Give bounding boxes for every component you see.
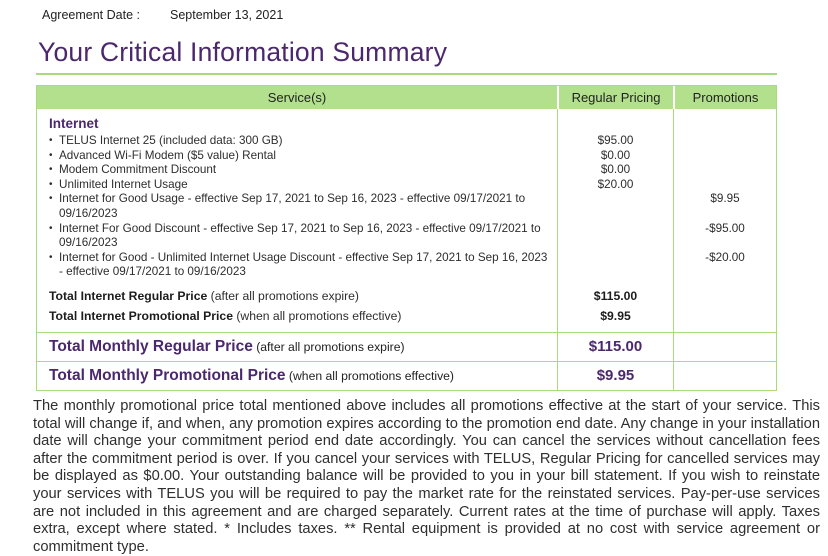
subtotal-row-regular: [37, 286, 776, 307]
spacer-row: [37, 327, 776, 332]
regular-price: [557, 251, 673, 280]
subtotal-note: (after all promotions expire): [207, 288, 359, 303]
subtotal-note: (when all promotions effective): [232, 309, 402, 324]
bullet-icon: •: [49, 251, 53, 263]
bullet-icon: •: [49, 222, 53, 234]
service-item-label: Unlimited Internet Usage: [59, 177, 188, 191]
title-underline: [36, 73, 777, 75]
table-header-row: [37, 86, 776, 109]
fine-print-paragraph: The monthly promotional price total mentioned above includes all promotions effective at the start of your service. This total will change if, and when, any promotion expires according to the promotion end date. Any change in your installation date will change your commitment period end date accordingly. You can cancel the services without cancellation fees after the commitment period is over. If you cancel your services with TELUS, Regular Pricing for cancelled services may be displayed as $0.00. Your outstanding balance will be provided to you in your bill statement. If you wish to reinstate your services with TELUS you will be required to pay the market rate for the reinstated services. Pay-per-use services are not included in this agreement and are charged separately. Current rates at the time of purchase will apply. Taxes extra, except where stated. * Includes taxes. ** Rental equipment is provided at no cost with service agreement or commitment type.: [33, 397, 820, 555]
section-title-internet: Internet: [49, 116, 99, 131]
agreement-date-line: [42, 8, 828, 22]
agreement-date-label: Agreement Date :: [42, 8, 140, 22]
regular-price: [557, 222, 673, 251]
bullet-icon: •: [49, 193, 53, 205]
bullet-icon: •: [49, 164, 53, 176]
total-row-monthly-promotional: [37, 361, 776, 390]
subtotal-value: $9.95: [557, 306, 673, 327]
service-item-label: Internet For Good Discount - effective Sep 17, 2021 to Sep 16, 2023 - effective 09/17/2021 to 09/16/2023: [59, 221, 541, 250]
table-row: [37, 134, 776, 149]
promo-price: [673, 134, 776, 149]
table-row: [37, 163, 776, 178]
regular-price: [557, 192, 673, 221]
subtotal-label: Total Internet Regular Price: [49, 288, 208, 303]
bullet-icon: •: [49, 135, 53, 146]
section-promo-cell: [673, 109, 776, 134]
promo-price: $9.95: [673, 192, 776, 221]
promo-price: -$95.00: [673, 222, 776, 251]
service-item-label: Internet for Good - Unlimited Internet Usage Discount - effective Sep 17, 2021 to Sep 16, 2023 - effective 09/17/2021 to 09/16/2023: [59, 250, 548, 279]
table-row: [37, 222, 776, 251]
service-item-label: Advanced Wi-Fi Modem ($5 value) Rental: [59, 148, 276, 162]
regular-price: $0.00: [557, 163, 673, 178]
total-value: $9.95: [557, 362, 673, 390]
section-row-internet: [37, 109, 776, 134]
total-label: Total Monthly Regular Price: [49, 337, 253, 355]
total-row-monthly-regular: [37, 332, 776, 361]
table-header-promotions: Promotions: [673, 86, 776, 109]
page-title: Your Critical Information Summary: [38, 37, 448, 67]
bullet-icon: •: [49, 178, 53, 190]
subtotal-value: $115.00: [557, 286, 673, 307]
total-label: Total Monthly Promotional Price: [49, 366, 286, 384]
section-regular-cell: [557, 109, 673, 134]
promo-price: [673, 163, 776, 178]
bullet-icon: •: [49, 149, 53, 161]
table-row: [37, 251, 776, 280]
service-item-label: Modem Commitment Discount: [59, 163, 217, 177]
total-value: $115.00: [557, 333, 673, 361]
subtotal-label: Total Internet Promotional Price: [49, 309, 233, 324]
total-note: (when all promotions effective): [285, 368, 454, 383]
services-table: [36, 85, 777, 391]
subtotal-row-promotional: [37, 306, 776, 327]
promo-price: [673, 149, 776, 164]
total-note: (after all promotions expire): [252, 339, 405, 354]
promo-price: -$20.00: [673, 251, 776, 280]
table-row: [37, 178, 776, 193]
service-item-label: Internet for Good Usage - effective Sep 17, 2021 to Sep 16, 2023 - effective 09/17/2021 to 09/16/2023: [59, 192, 526, 220]
table-row: [37, 149, 776, 164]
promo-price: [673, 178, 776, 193]
table-row: [37, 192, 776, 221]
table-header-services: Service(s): [37, 86, 557, 109]
regular-price: $95.00: [557, 134, 673, 149]
service-item-label: TELUS Internet 25 (included data: 300 GB): [59, 134, 283, 147]
regular-price: $0.00: [557, 149, 673, 164]
table-header-regular-pricing: Regular Pricing: [557, 86, 673, 109]
agreement-date-value: September 13, 2021: [170, 8, 284, 22]
regular-price: $20.00: [557, 178, 673, 193]
